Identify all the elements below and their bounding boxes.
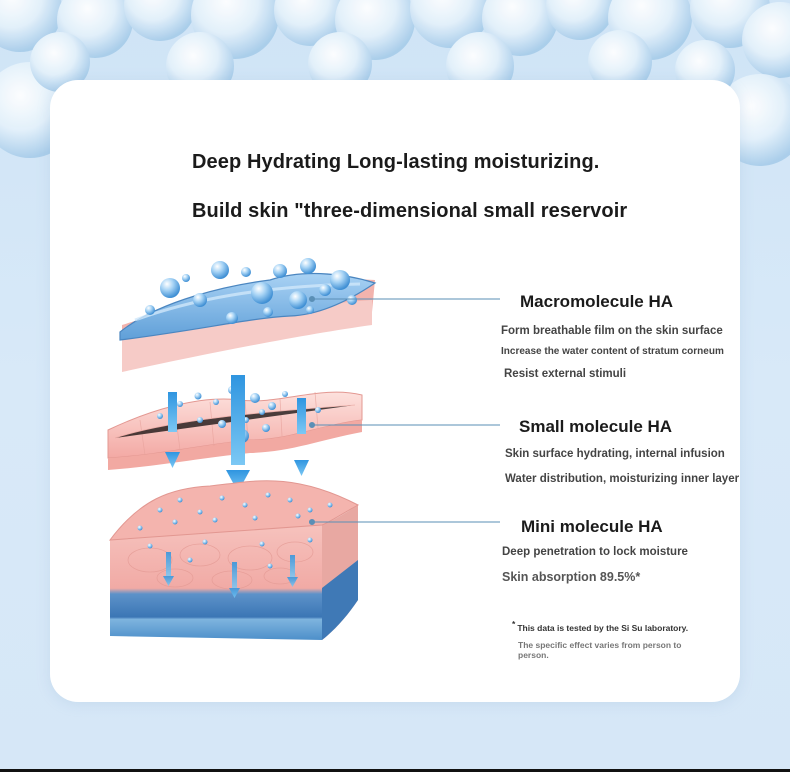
footnote-line2: The specific effect varies from person to person. bbox=[518, 640, 682, 660]
mini-molecule-desc-1: Deep penetration to lock moisture bbox=[502, 546, 688, 558]
small-molecule-title: Small molecule HA bbox=[519, 417, 673, 436]
footnote-line1 bbox=[512, 619, 689, 633]
headline-line1: Deep Hydrating Long-lasting moisturizing. bbox=[192, 151, 600, 173]
small-molecule-desc-1: Skin surface hydrating, internal infusion bbox=[505, 448, 725, 460]
footnote-marker: * bbox=[512, 619, 516, 629]
footnote-text: This data is tested by the Si Su laboratory. bbox=[517, 623, 689, 633]
macromolecule-title: Macromolecule HA bbox=[520, 292, 674, 311]
bottom-skin-block bbox=[110, 481, 358, 640]
small-molecule-desc-2: Water distribution, moisturizing inner layer bbox=[505, 473, 740, 485]
mini-molecule-title: Mini molecule HA bbox=[521, 517, 663, 536]
headline-line2: Build skin "three-dimensional small reservoir bbox=[192, 200, 628, 222]
mini-molecule-desc-2: Skin absorption 89.5%* bbox=[502, 570, 641, 584]
macromolecule-desc-1: Form breathable film on the skin surface bbox=[501, 325, 723, 337]
macromolecule-desc-3: Resist external stimuli bbox=[504, 368, 627, 380]
macromolecule-desc-2: Increase the water content of stratum corneum bbox=[501, 346, 724, 357]
